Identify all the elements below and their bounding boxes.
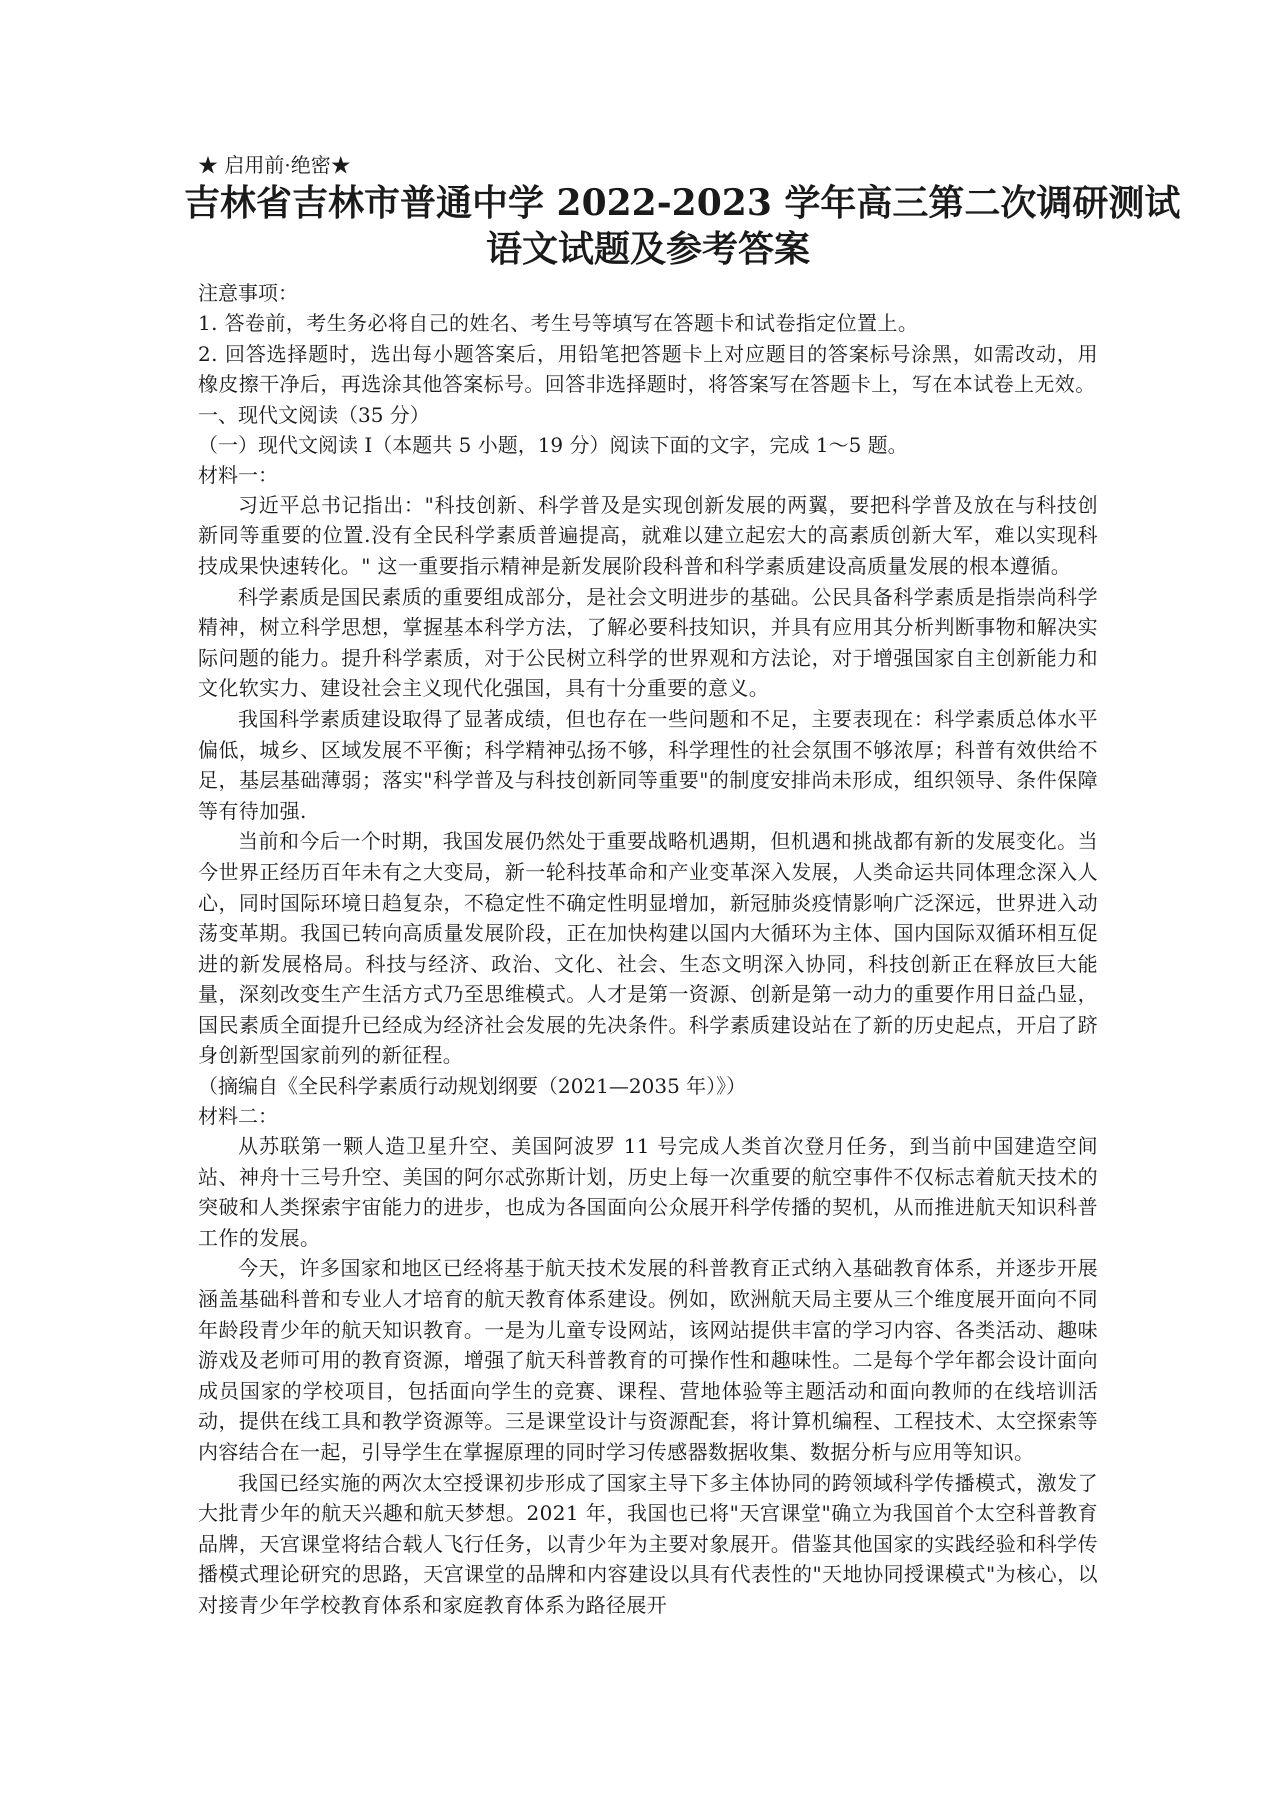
material-1-source: （摘编自《全民科学素质行动规划纲要（2021—2035 年）》） (198, 1074, 747, 1099)
notice-item-2: 2. 回答选择题时，选出每小题答案后，用铅笔把答题卡上对应题目的答案标号涂黑，如需改动，用橡皮擦干净后，再选涂其他答案标号。回答非选择题时，将答案写在答题卡上，写在本试卷上无效。 (198, 341, 1098, 397)
exam-subtitle: 语文试题及参考答案 (485, 228, 810, 270)
material-2-paragraph: 从苏联第一颗人造卫星升空、美国阿波罗 11 号完成人类首次登月任务，到当前中国建造空间站、神舟十三号升空、美国的阿尔忒弥斯计划，历史上每一次重要的航空事件不仅标志着航天技术的突破和人类探索宇宙能力的进步，也成为各国面向公众展开科学传播的契机，从而推进航天知识科普工作的发展。 (198, 1134, 1098, 1250)
material-1-paragraph: 当前和今后一个时期，我国发展仍然处于重要战略机遇期，但机遇和挑战都有新的发展变化。当今世界正经历百年未有之大变局，新一轮科技革命和产业变革深入发展，人类命运共同体理念深入人心，同时国际环境日趋复杂，不稳定性不确定性明显增加，新冠肺炎疫情影响广泛深远，世界进入动荡变革期。我国已转向高质量发展阶段，正在加快构建以国内大循环为主体、国内国际双循环相互促进的新发展格局。科技与经济、政治、文化、社会、生态文明深入协同，科技创新正在释放巨大能量，深刻改变生产生活方式乃至思维模式。人才是第一资源、创新是第一动力的重要作用日益凸显，国民素质全面提升已经成为经济社会发展的先决条件。科学素质建设站在了新的历史起点，开启了跻身创新型国家前列的新征程。 (198, 829, 1098, 1068)
material-2-label: 材料二： (198, 1104, 278, 1129)
notice-heading: 注意事项： (198, 281, 298, 305)
section-heading: 一、现代文阅读（35 分） (198, 402, 430, 427)
confidential-mark: ★ 启用前·绝密★ (198, 153, 351, 177)
material-1-paragraph: 我国科学素质建设取得了显著成绩，但也存在一些问题和不足，主要表现在：科学素质总体水平偏低，城乡、区域发展不平衡；科学精神弘扬不够，科学理性的社会氛围不够浓厚；科普有效供给不足，基层基础薄弱；落实"科学普及与科技创新同等重要"的制度安排尚未形成，组织领导、条件保障等有待加强. (198, 706, 1098, 823)
material-1-label: 材料一： (198, 462, 278, 487)
material-1-paragraph: 习近平总书记指出："科技创新、科学普及是实现创新发展的两翼，要把科学普及放在与科技创新同等重要的位置.没有全民科学素质普遍提高，就难以建立起宏大的高素质创新大军，难以实现科技成果快速转化。" 这一重要指示精神是新发展阶段科普和科学素质建设高质量发展的根本遵循。 (198, 492, 1098, 578)
exam-title: 吉林省吉林市普通中学 2022-2023 学年高三第二次调研测试 (184, 182, 1181, 224)
material-2-paragraph: 我国已经实施的两次太空授课初步形成了国家主导下多主体协同的跨领域科学传播模式，激发了大批青少年的航天兴趣和航天梦想。2021 年，我国也已将"天宫课堂"确立为我国首个太空科普教育品牌，天宫课堂将结合载人飞行任务，以青少年为主要对象展开。借鉴其他国家的实践经验和科学传播模式理论研究的思路，天宫课堂的品牌和内容建设以具有代表性的"天地协同授课模式"为核心，以对接青少年学校教育体系和家庭教育体系为路径展开 (198, 1470, 1098, 1617)
notice-item-1: 1. 答卷前，考生务必将自己的姓名、考生号等填写在答题卡和试卷指定位置上。 (198, 311, 919, 335)
exam-page (184, 150, 1181, 1621)
material-1-paragraph: 科学素质是国民素质的重要组成部分，是社会文明进步的基础。公民具备科学素质是指崇尚科学精神，树立科学思想，掌握基本科学方法，了解必要科技知识，并具有应用其分析判断事物和解决实际问题的能力。提升科学素质，对于公民树立科学的世界观和方法论，对于增强国家自主创新能力和文化软实力、建设社会主义现代化强国，具有十分重要的意义。 (198, 584, 1098, 701)
subsection-heading: （一）现代文阅读 I（本题共 5 小题，19 分）阅读下面的文字，完成 1～5 题。 (198, 432, 908, 457)
material-2-paragraph: 今天，许多国家和地区已经将基于航天技术发展的科普教育正式纳入基础教育体系，并逐步开展涵盖基础科普和专业人才培育的航天教育体系建设。例如，欧洲航天局主要从三个维度展开面向不同年龄段青少年的航天知识教育。一是为儿童专设网站，该网站提供丰富的学习内容、各类活动、趣味游戏及老师可用的教育资源，增强了航天科普教育的可操作性和趣味性。二是每个学年都会设计面向成员国家的学校项目，包括面向学生的竞赛、课程、营地体验等主题活动和面向教师的在线培训活动，提供在线工具和教学资源等。三是课堂设计与资源配套，将计算机编程、工程技术、太空探索等内容结合在一起，引导学生在掌握原理的同时学习传感器数据收集、数据分析与应用等知识。 (198, 1256, 1098, 1464)
